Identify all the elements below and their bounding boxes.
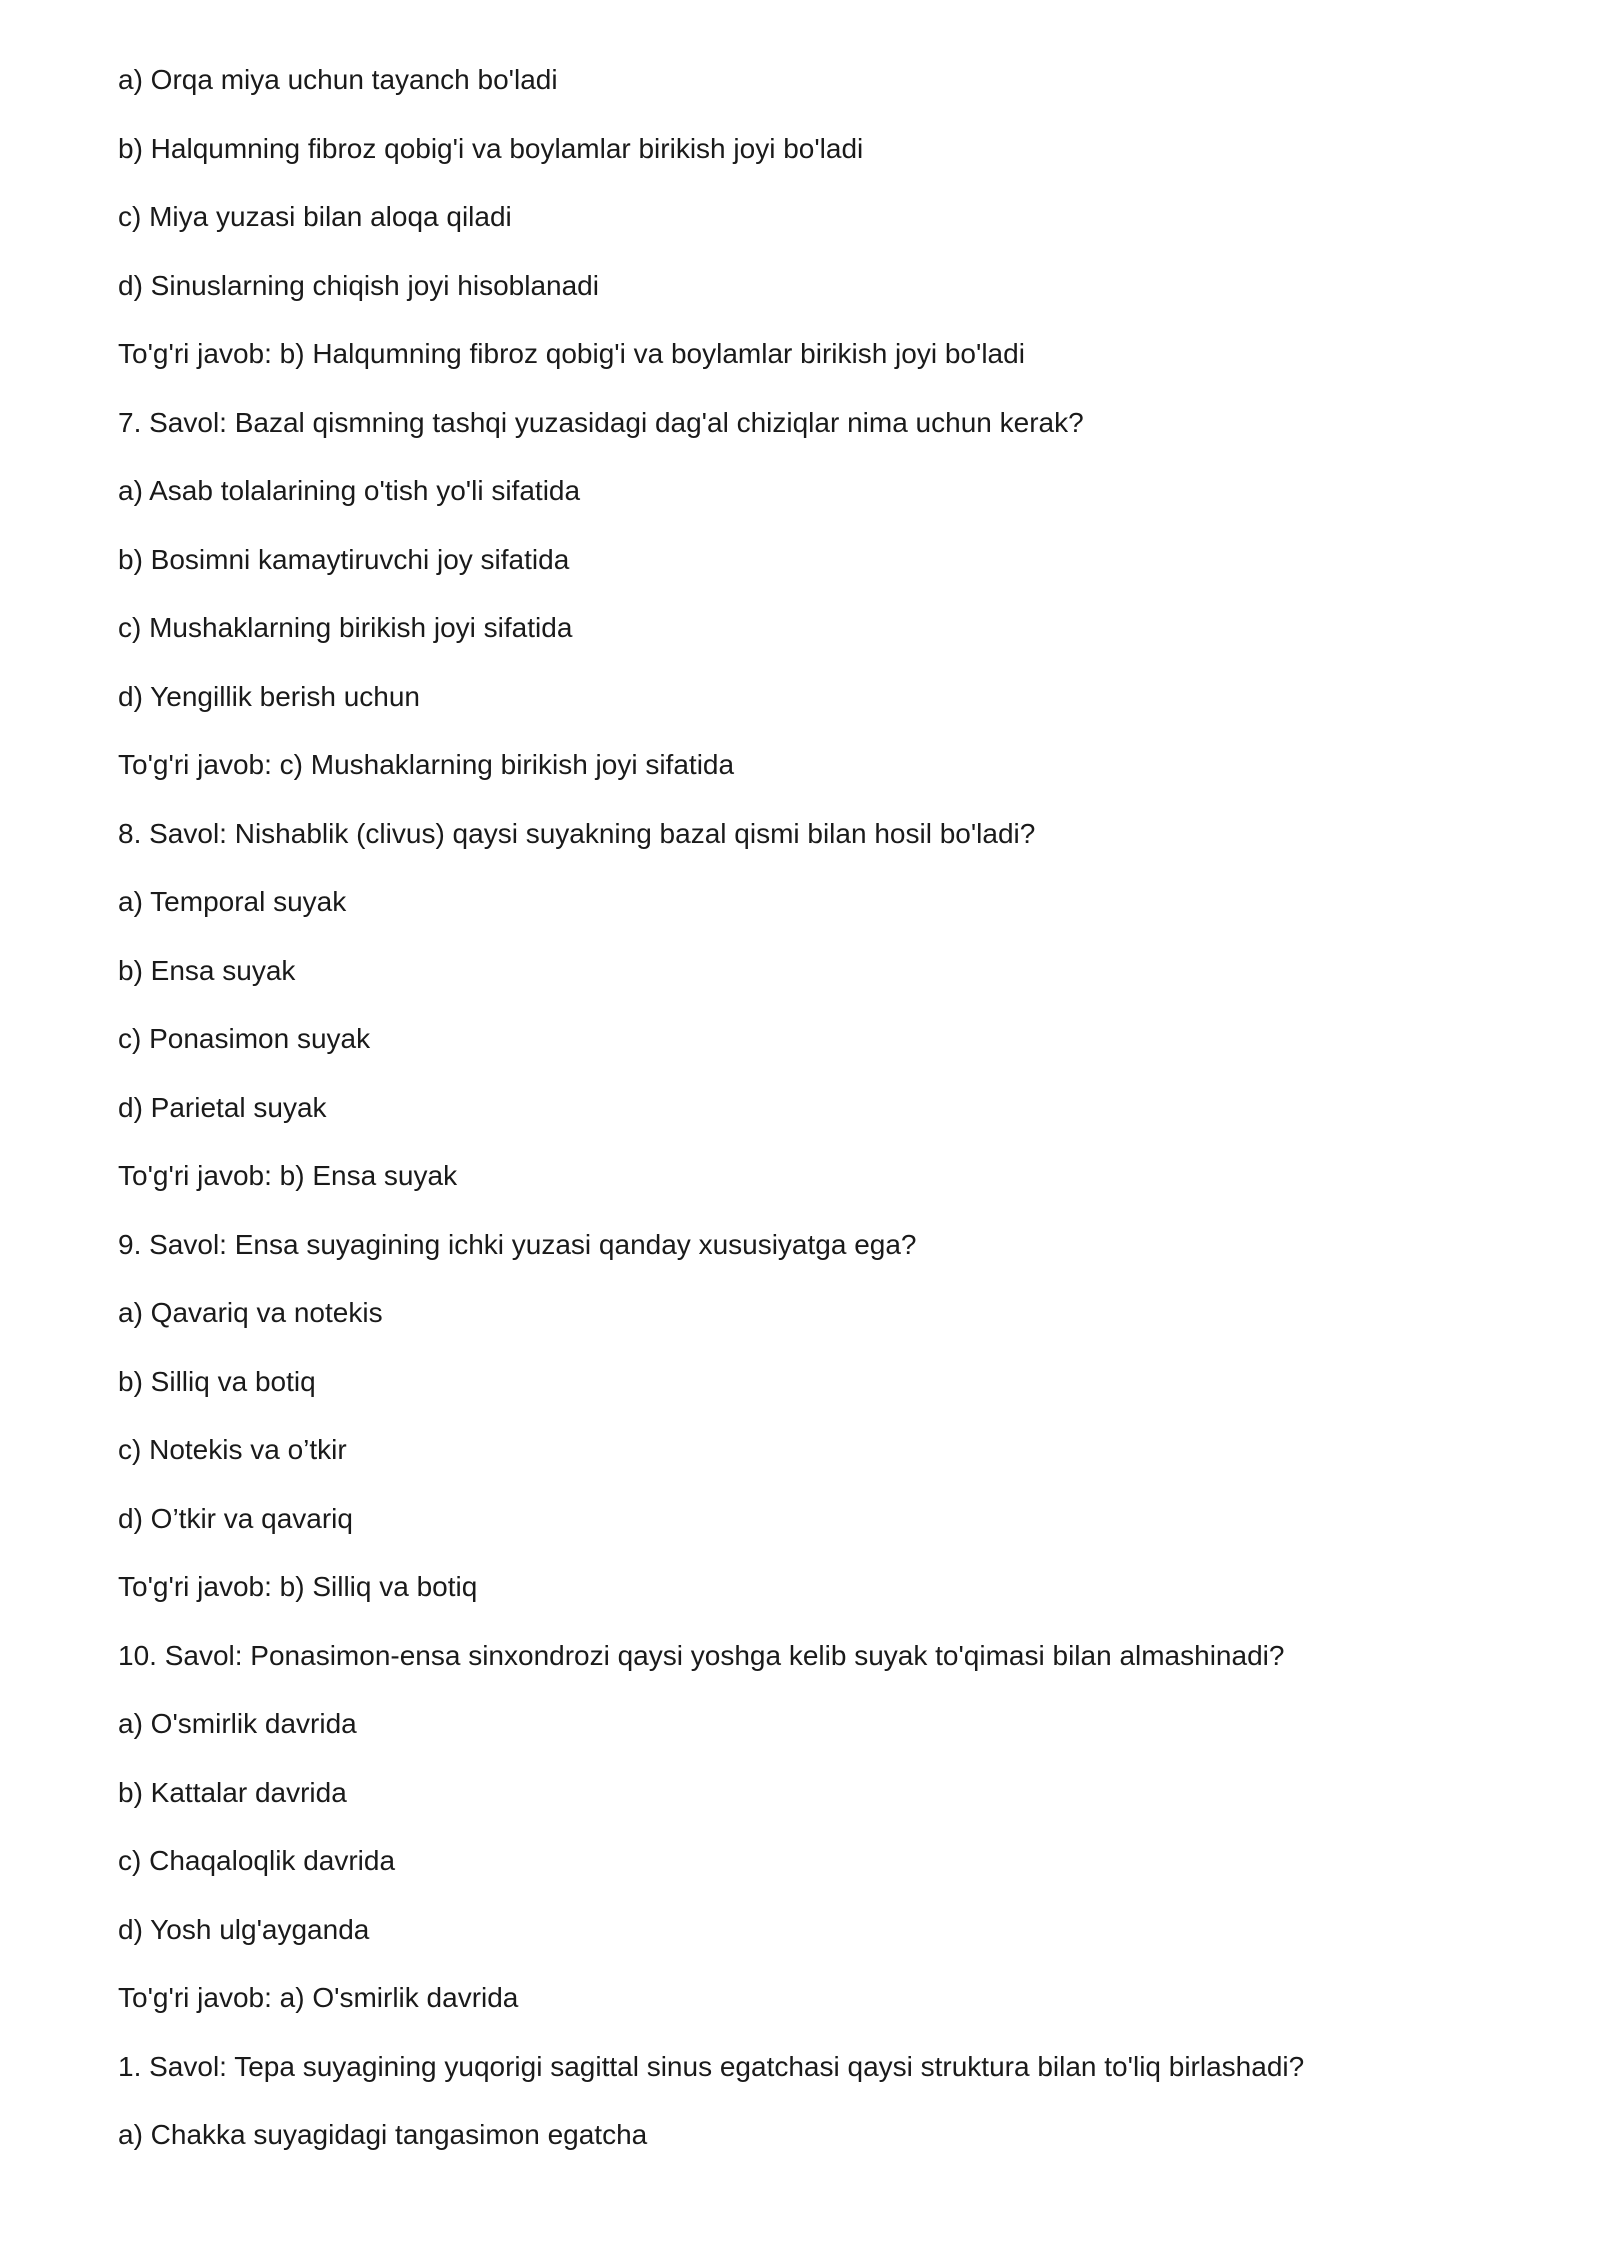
answer-option: a) Temporal suyak [118,886,347,917]
answer-option: b) Silliq va botiq [118,1365,316,1397]
question: 9. Savol: Ensa suyagining ichki yuzasi qanday xususiyatga ega? [118,1228,917,1260]
correct-answer: To'g'ri javob: c) Mushaklarning birikish joyi sifatida [118,749,735,780]
question: 7. Savol: Bazal qismning tashqi yuzasidagi dag'al chiziqlar nima uchun kerak? [118,406,1084,438]
answer-option: a) O'smirlik davrida [118,1708,357,1739]
correct-answer: To'g'ri javob: b) Silliq va botiq [118,1571,478,1602]
answer-option: d) O’tkir va qavariq [118,1502,353,1534]
question: 8. Savol: Nishablik (clivus) qaysi suyakning bazal qismi bilan hosil bo'ladi? [118,817,1036,849]
answer-option: c) Chaqaloqlik davrida [118,1845,396,1876]
answer-option: a) Chakka suyagidagi tangasimon egatcha [118,2119,648,2150]
answer-option: c) Notekis va o’tkir [118,1434,347,1465]
question: 10. Savol: Ponasimon-ensa sinxondrozi qaysi yoshga kelib suyak to'qimasi bilan almashinadi? [118,1639,1285,1671]
answer-option: d) Yosh ulg'ayganda [118,1913,370,1945]
answer-option: b) Halqumning fibroz qobig'i va boylamlar birikish joyi bo'ladi [118,132,864,164]
answer-option: c) Miya yuzasi bilan aloqa qiladi [118,201,512,232]
answer-option: b) Kattalar davrida [118,1776,347,1808]
answer-option: d) Parietal suyak [118,1091,327,1123]
answer-option: d) Sinuslarning chiqish joyi hisoblanadi [118,269,599,301]
correct-answer: To'g'ri javob: b) Ensa suyak [118,1160,458,1191]
answer-option: a) Asab tolalarining o'tish yo'li sifatida [118,475,581,506]
question: 1. Savol: Tepa suyagining yuqorigi sagittal sinus egatchasi qaysi struktura bilan to'liq birlashadi? [118,2050,1305,2082]
correct-answer: To'g'ri javob: b) Halqumning fibroz qobig'i va boylamlar birikish joyi bo'ladi [118,338,1025,369]
answer-option: d) Yengillik berish uchun [118,680,420,712]
answer-option: c) Ponasimon suyak [118,1023,371,1054]
correct-answer: To'g'ri javob: a) O'smirlik davrida [118,1982,519,2013]
answer-option: c) Mushaklarning birikish joyi sifatida [118,612,573,643]
answer-option: b) Ensa suyak [118,954,296,986]
answer-option: a) Orqa miya uchun tayanch bo'ladi [118,64,558,95]
answer-option: b) Bosimni kamaytiruvchi joy sifatida [118,543,570,575]
document-page [118,60,1518,2184]
answer-option: a) Qavariq va notekis [118,1297,383,1328]
